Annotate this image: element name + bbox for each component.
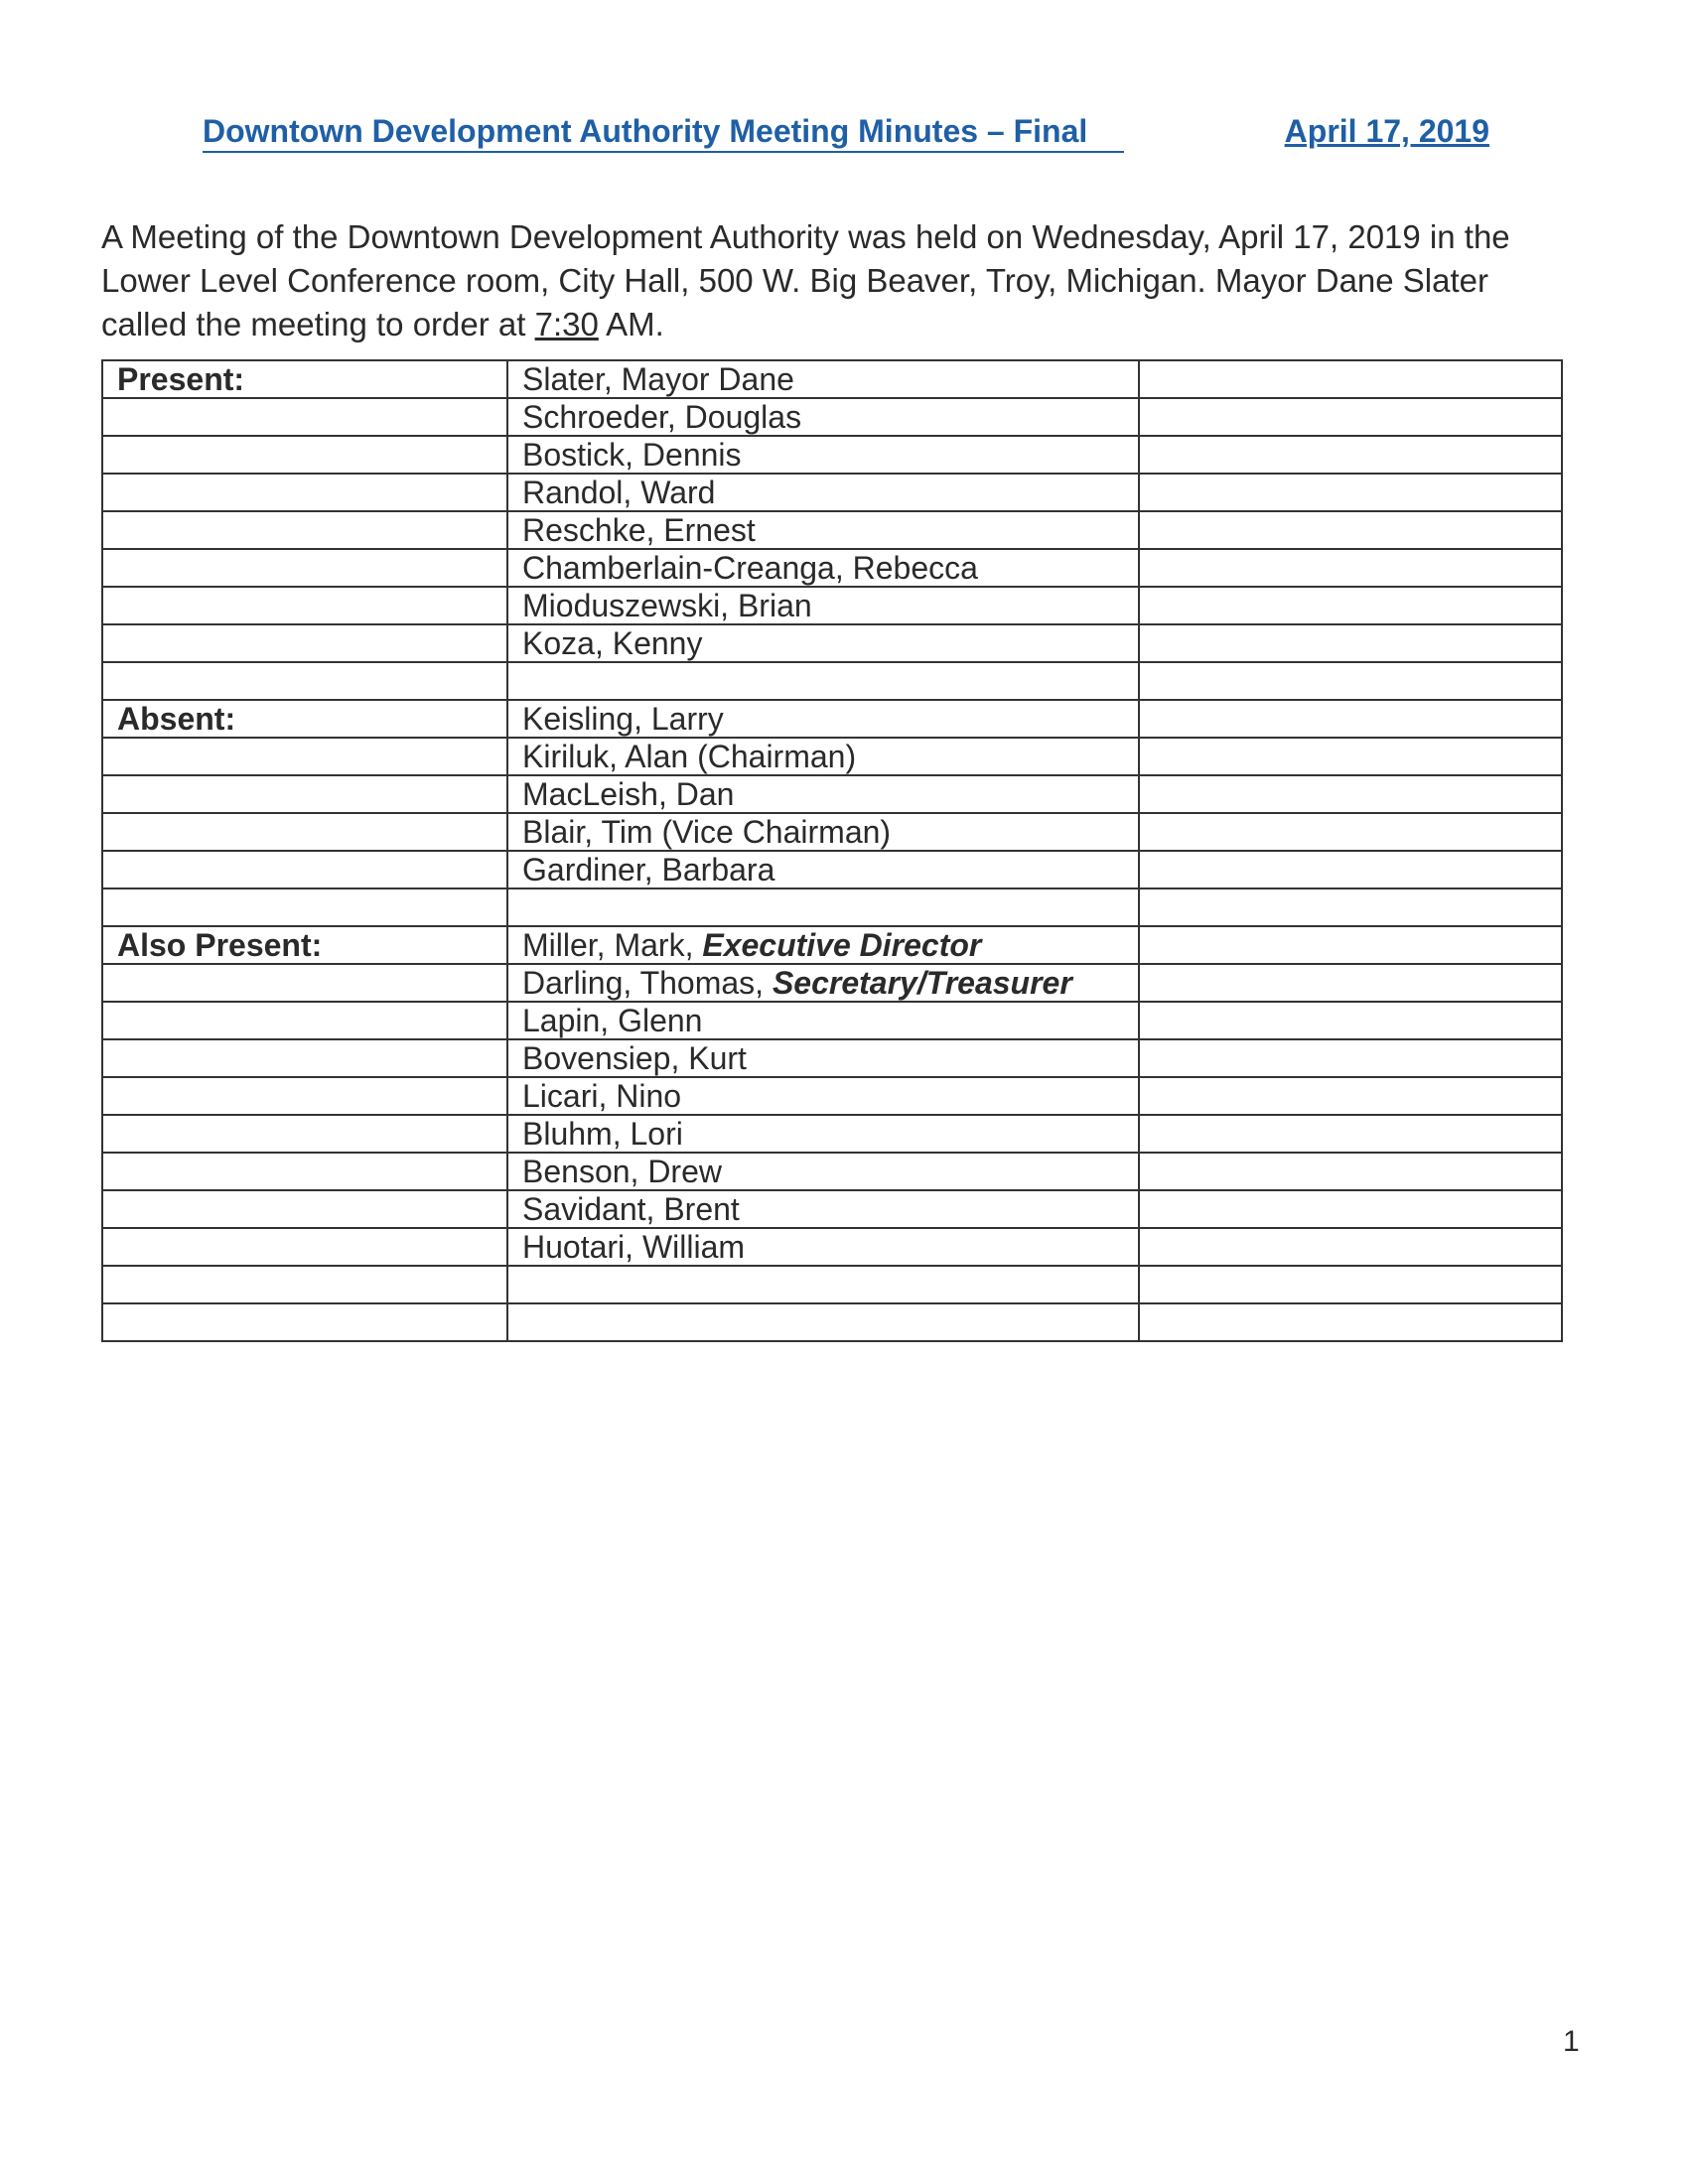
attendee-name: Bostick, Dennis [507,436,1139,474]
guest-name: Licari, Nino [507,1077,1139,1115]
guest-name: Lapin, Glenn [507,1002,1139,1039]
present-label: Present: [102,360,507,398]
empty-cell [507,1266,1139,1303]
empty-cell [1139,1190,1562,1228]
table-row [102,813,1562,851]
table-row [102,926,1562,964]
empty-cell [507,888,1139,926]
empty-cell [1139,1153,1562,1190]
table-row [102,1077,1562,1115]
absentee-name: Blair, Tim (Vice Chairman) [507,813,1139,851]
empty-cell [1139,1303,1562,1341]
empty-cell [1139,926,1562,964]
table-row [102,1115,1562,1153]
guest-name: Bluhm, Lori [507,1115,1139,1153]
empty-cell [102,738,507,775]
table-row-blank [102,1303,1562,1341]
empty-cell [102,1077,507,1115]
guest-role: Secretary/Treasurer [772,965,1072,1001]
empty-cell [1139,1002,1562,1039]
empty-cell [1139,1039,1562,1077]
guest-name: Benson, Drew [507,1153,1139,1190]
table-row-blank [102,662,1562,700]
start-time: 7:30 [534,306,599,342]
empty-cell [1139,1266,1562,1303]
empty-cell [507,662,1139,700]
attendee-name: Koza, Kenny [507,624,1139,662]
table-row [102,398,1562,436]
empty-cell [102,549,507,587]
table-row [102,511,1562,549]
empty-cell [1139,549,1562,587]
empty-cell [102,1002,507,1039]
empty-cell [1139,813,1562,851]
table-row [102,1153,1562,1190]
attendee-name: Slater, Mayor Dane [507,360,1139,398]
document-header [203,111,1489,157]
absentee-name: MacLeish, Dan [507,775,1139,813]
empty-cell [1139,398,1562,436]
empty-cell [1139,888,1562,926]
attendee-name: Schroeder, Douglas [507,398,1139,436]
empty-cell [1139,1228,1562,1266]
empty-cell [102,1228,507,1266]
table-row [102,700,1562,738]
empty-cell [1139,964,1562,1002]
guest-cell [507,926,1139,964]
empty-cell [102,888,507,926]
empty-cell [1139,436,1562,474]
empty-cell [1139,624,1562,662]
intro-text-end: AM. [598,306,664,342]
empty-cell [1139,1115,1562,1153]
empty-cell [102,1190,507,1228]
empty-cell [1139,474,1562,511]
intro-paragraph [101,215,1551,346]
empty-cell [102,398,507,436]
absentee-name: Gardiner, Barbara [507,851,1139,888]
table-row [102,1190,1562,1228]
table-row [102,624,1562,662]
empty-cell [102,1303,507,1341]
empty-cell [1139,511,1562,549]
table-row [102,474,1562,511]
table-row [102,436,1562,474]
empty-cell [1139,775,1562,813]
table-row [102,360,1562,398]
empty-cell [1139,738,1562,775]
attendee-name: Mioduszewski, Brian [507,587,1139,624]
table-row [102,1039,1562,1077]
guest-name: Miller, Mark, [522,927,703,963]
absentee-name: Keisling, Larry [507,700,1139,738]
empty-cell [1139,851,1562,888]
empty-cell [1139,700,1562,738]
table-row [102,964,1562,1002]
empty-cell [507,1303,1139,1341]
empty-cell [102,1115,507,1153]
empty-cell [102,511,507,549]
absentee-name: Kiriluk, Alan (Chairman) [507,738,1139,775]
empty-cell [102,1153,507,1190]
empty-cell [102,624,507,662]
empty-cell [1139,360,1562,398]
table-row [102,587,1562,624]
guest-name: Huotari, William [507,1228,1139,1266]
empty-cell [102,662,507,700]
table-row-blank [102,888,1562,926]
also-present-label: Also Present: [102,926,507,964]
guest-name: Darling, Thomas, [522,965,773,1001]
meeting-date: April 17, 2019 [1284,113,1489,149]
attendee-name: Chamberlain-Creanga, Rebecca [507,549,1139,587]
table-row [102,1002,1562,1039]
empty-cell [1139,662,1562,700]
empty-cell [102,1266,507,1303]
table-row-blank [102,1266,1562,1303]
empty-cell [1139,1077,1562,1115]
empty-cell [102,775,507,813]
table-row [102,549,1562,587]
guest-name: Savidant, Brent [507,1190,1139,1228]
empty-cell [102,813,507,851]
guest-role: Executive Director [702,927,982,963]
empty-cell [102,436,507,474]
table-row [102,1228,1562,1266]
empty-cell [102,964,507,1002]
guest-name: Bovensiep, Kurt [507,1039,1139,1077]
guest-cell [507,964,1139,1002]
table-row [102,775,1562,813]
empty-cell [102,587,507,624]
empty-cell [102,1039,507,1077]
attendee-name: Reschke, Ernest [507,511,1139,549]
intro-text: A Meeting of the Downtown Development Authority was held on Wednesday, April 17, 2019 in the Lower Level Conference room, City Hall, 500 W. Big Beaver, Troy, Michigan. Mayor Dane Slater called the meeting to order at [101,218,1510,342]
attendee-name: Randol, Ward [507,474,1139,511]
empty-cell [1139,587,1562,624]
page-number: 1 [1563,2025,1580,2058]
table-row [102,851,1562,888]
attendance-table [101,359,1563,1342]
document-title: Downtown Development Authority Meeting Minutes – Final [203,111,1124,153]
empty-cell [102,851,507,888]
table-row [102,738,1562,775]
empty-cell [102,474,507,511]
absent-label: Absent: [102,700,507,738]
